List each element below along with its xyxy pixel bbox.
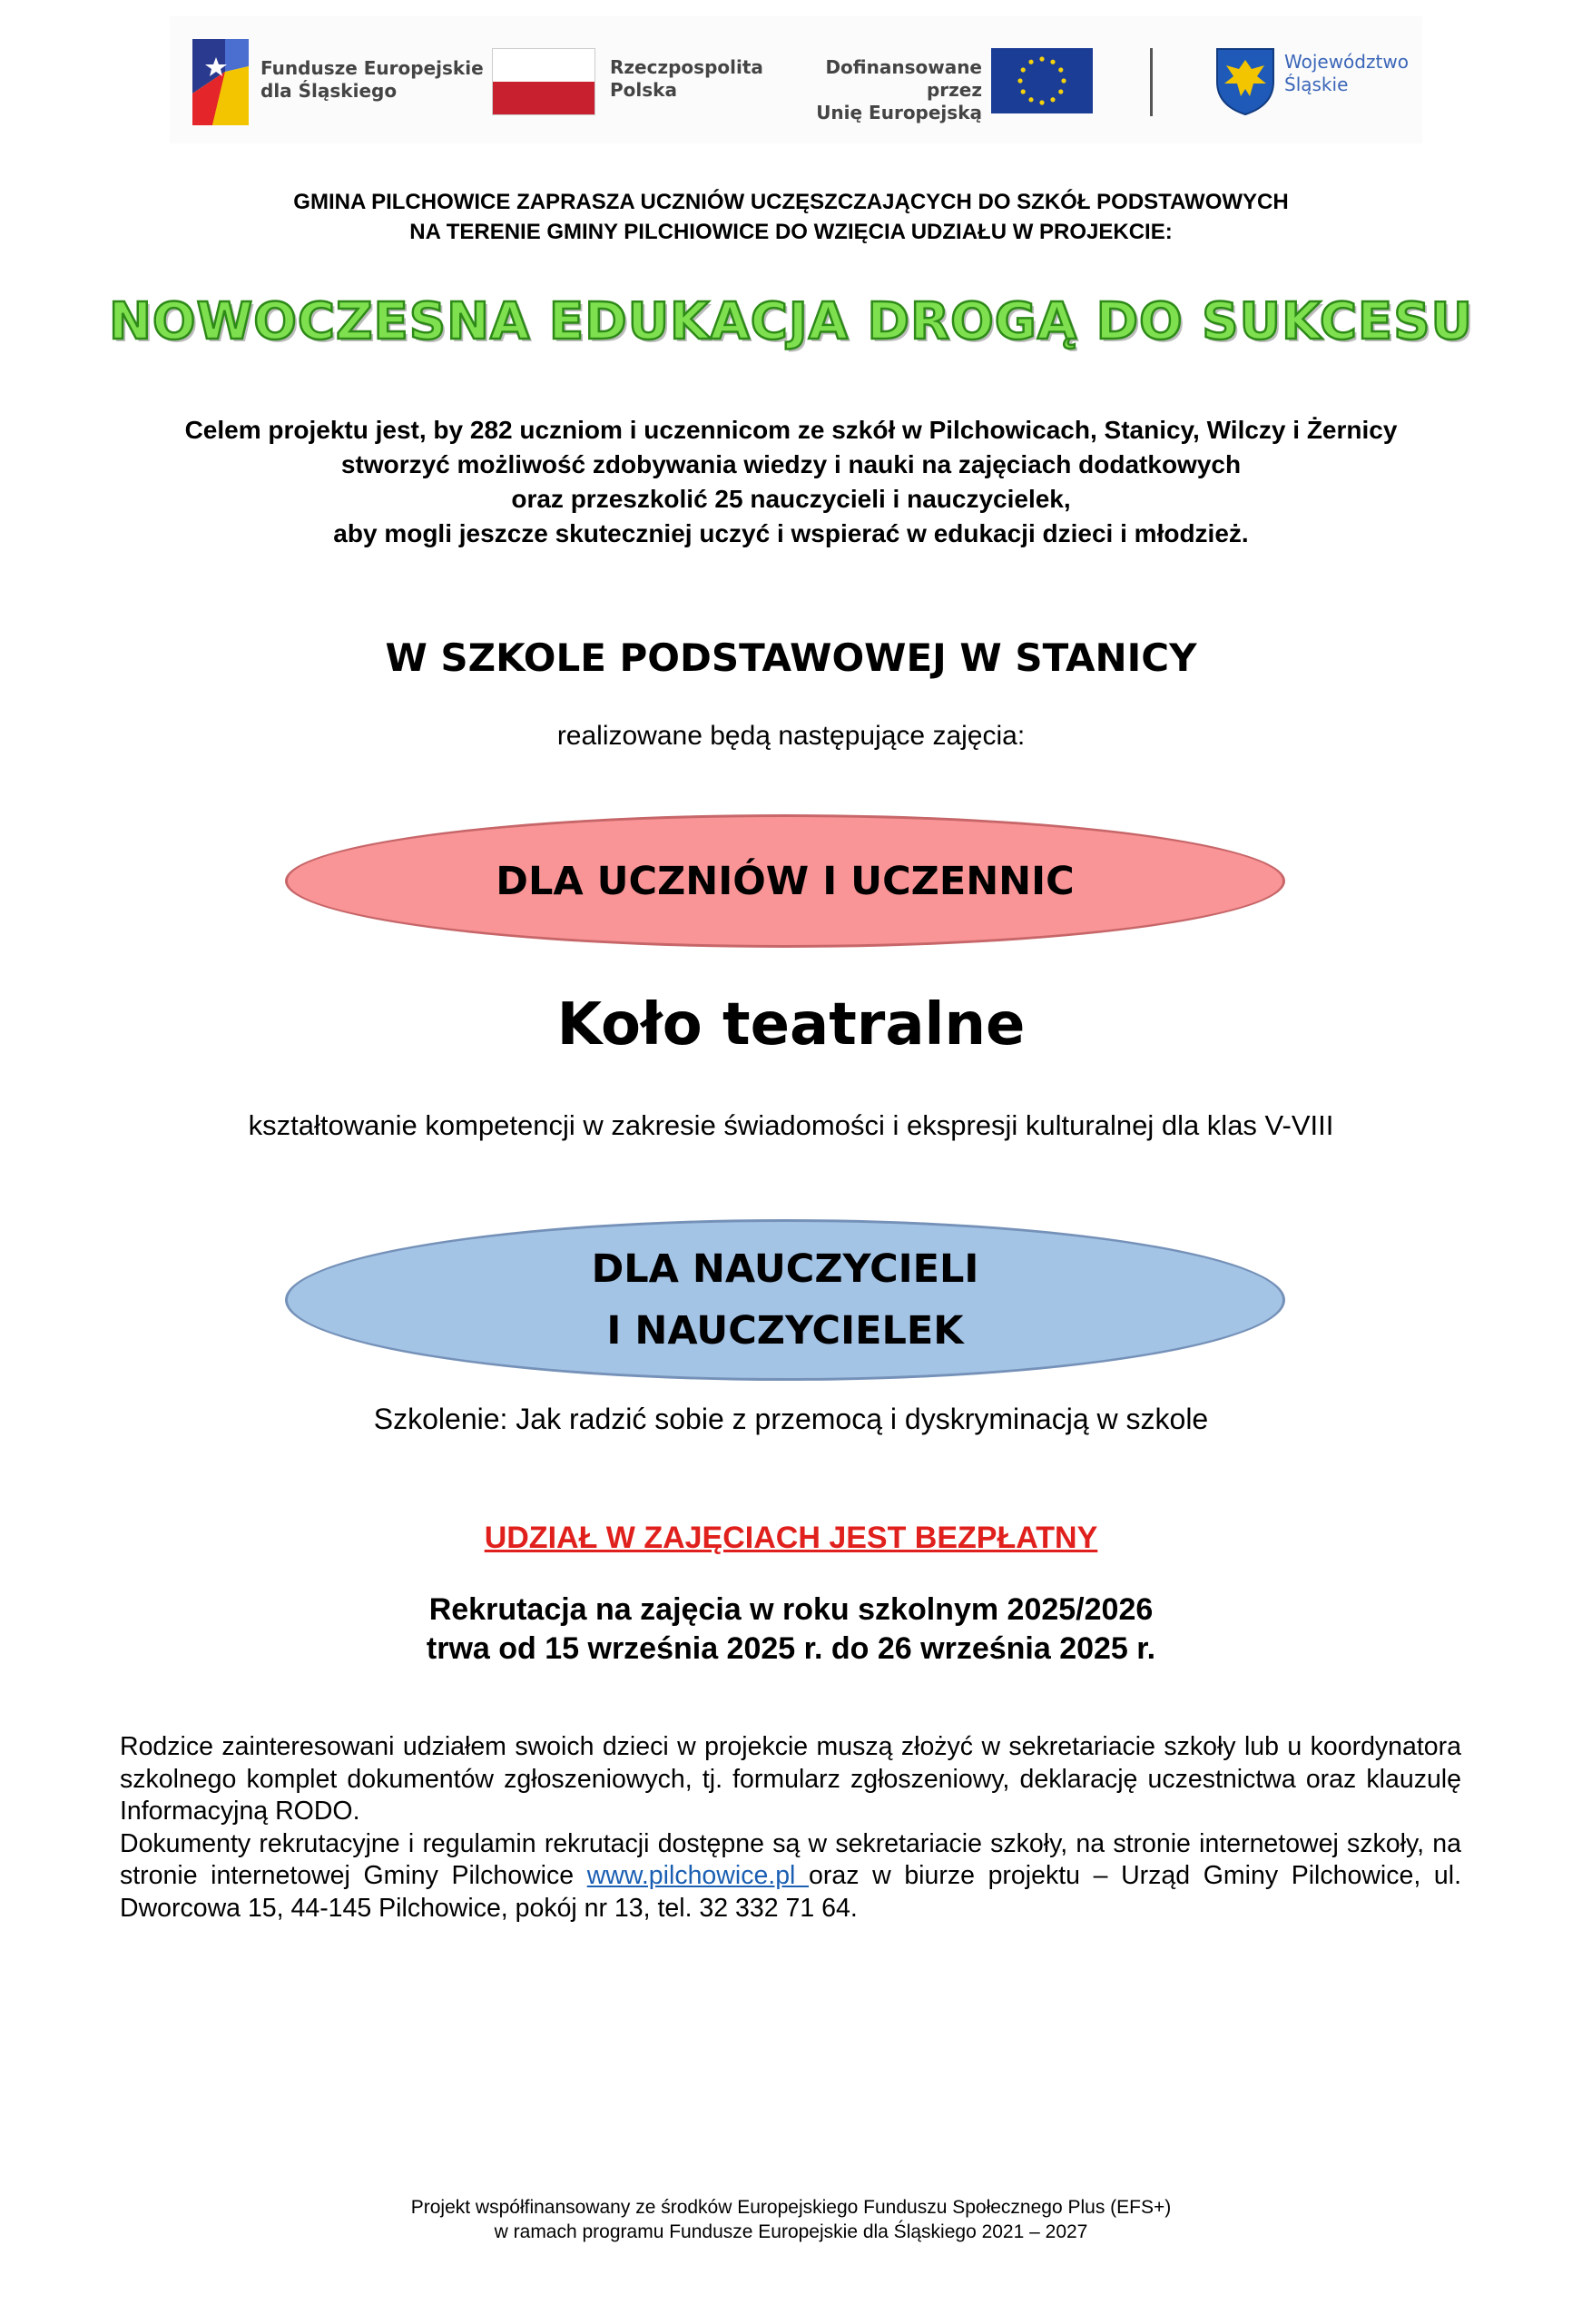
eu-star — [1021, 67, 1026, 72]
info-paragraph-2-end: oraz w biurze projektu – Urząd Gminy Pilchowice, ul. Dworcowa 15, 44-145 Pilchowice, pokój nr 13, tel. 32 332 71 64. — [120, 1861, 1461, 1923]
teachers-label-line2: I NAUCZYCIELEK — [606, 1308, 964, 1354]
eu-star — [1050, 60, 1055, 64]
page-title: NOWOCZESNA EDUKACJA DROGĄ DO SUKCESU — [109, 292, 1473, 351]
info-paragraph-1: Rodzice zainteresowani udziałem swoich dzieci w projekcie muszą złożyć w sekretariacie szkoły lub u koordynatora szkolnego komplet dokumentów zgłoszeniowych, tj. formularz zgłoszeniowy, deklarację uczestnictwa oraz klauzulę Informacyjną RODO. — [120, 1732, 1461, 1826]
footer — [0, 2195, 1582, 2244]
teachers-label-line1: DLA NAUCZYCIELI — [591, 1246, 979, 1292]
teachers-label — [592, 1238, 979, 1362]
free-notice: UDZIAŁ W ZAJĘCIACH JEST BEZPŁATNY — [484, 1521, 1098, 1555]
intro-line2: NA TERENIE GMINY PILCHIOWICE DO WZIĘCIA UDZIAŁU W PROJEKCIE: — [409, 220, 1173, 244]
slask-logo-line1: Województwo — [1284, 51, 1409, 73]
fe-logo-line1: Fundusze Europejskie — [260, 57, 484, 79]
students-label: DLA UCZNIÓW I UCZENNIC — [496, 858, 1075, 904]
classes-intro: realizowane będą następujące zajęcia: — [556, 721, 1026, 751]
activity-description: kształtowanie kompetencji w zakresie świadomości i ekspresji kulturalnej dla klas V-VIII — [248, 1109, 1334, 1141]
recruitment-dates — [0, 1590, 1582, 1669]
logo-bar — [170, 16, 1422, 143]
slask-logo-line2: Śląskie — [1284, 74, 1349, 95]
info-paragraph-2-text: Dokumenty rekrutacyjne i regulamin rekrutacji dostępne są w sekretariacie szkoły, na stronie internetowej szkoły, na stronie internetowej Gminy Pilchowice — [120, 1828, 1461, 1890]
eu-star — [1050, 97, 1055, 102]
goal-line1: Celem projektu jest, by 282 uczniom i uczennicom ze szkół w Pilchowicach, Stanicy, Wilczy i Żernicy — [184, 416, 1398, 444]
pl-logo-line1: Rzeczpospolita — [610, 56, 763, 78]
eu-star — [1028, 60, 1033, 64]
slask-logo-text — [1284, 51, 1409, 96]
eu-star — [1061, 78, 1066, 83]
eu-logo-line1: Dofinansowane przez — [825, 56, 982, 101]
activity-title: Koło teatralne — [556, 991, 1026, 1059]
eu-logo-line2: Unię Europejską — [816, 102, 982, 123]
intro-text — [0, 187, 1582, 247]
eu-logo-text — [787, 56, 982, 124]
footer-line1: Projekt współfinansowany ze środków Europejskiego Funduszu Społecznego Plus (EFS+) — [410, 2197, 1172, 2218]
school-heading: W SZKOLE PODSTAWOWEJ W STANICY — [385, 635, 1197, 680]
project-goal — [0, 413, 1582, 551]
polish-flag-icon — [492, 48, 595, 115]
eu-star — [1058, 89, 1063, 94]
website-link[interactable]: www.pilchowice.pl — [586, 1861, 810, 1890]
eu-star — [1017, 78, 1022, 83]
teacher-training: Szkolenie: Jak radzić sobie z przemocą i dyskryminacją w szkole — [373, 1403, 1209, 1435]
eu-star — [1021, 89, 1026, 94]
pl-logo-text — [610, 56, 763, 102]
goal-line3: oraz przeszkolić 25 nauczycieli i nauczycielek, — [511, 485, 1071, 513]
goal-line4: aby mogli jeszcze skuteczniej uczyć i wspierać w edukacji dzieci i młodzież. — [333, 519, 1249, 547]
intro-line1: GMINA PILCHOWICE ZAPRASZA UCZNIÓW UCZĘSZCZAJĄCYCH DO SZKÓŁ PODSTAWOWYCH — [293, 190, 1289, 214]
eu-star — [1039, 56, 1044, 61]
goal-line2: stworzyć możliwość zdobywania wiedzy i nauki na zajęciach dodatkowych — [340, 450, 1242, 478]
eu-star — [1039, 100, 1044, 104]
eu-flag-icon — [991, 48, 1093, 113]
pl-logo-line2: Polska — [610, 79, 677, 101]
recruitment-line1: Rekrutacja na zajęcia w roku szkolnym 2025/2026 — [428, 1592, 1154, 1627]
fundusze-europejskie-logo-icon — [192, 39, 249, 125]
footer-line2: w ramach programu Fundusze Europejskie dla Śląskiego 2021 – 2027 — [494, 2221, 1088, 2242]
fe-logo-line2: dla Śląskiego — [260, 80, 398, 102]
info-block — [120, 1731, 1461, 1925]
recruitment-line2: trwa od 15 września 2025 r. do 26 września 2025 r. — [426, 1631, 1156, 1666]
fe-logo-text — [260, 57, 484, 103]
eu-star — [1028, 97, 1033, 102]
teachers-ellipse — [285, 1219, 1285, 1381]
slask-coat-of-arms-icon — [1214, 45, 1277, 116]
logo-divider — [1150, 48, 1153, 116]
students-ellipse — [285, 814, 1285, 948]
info-paragraph-2 — [120, 1828, 1461, 1925]
eu-star — [1058, 67, 1063, 72]
